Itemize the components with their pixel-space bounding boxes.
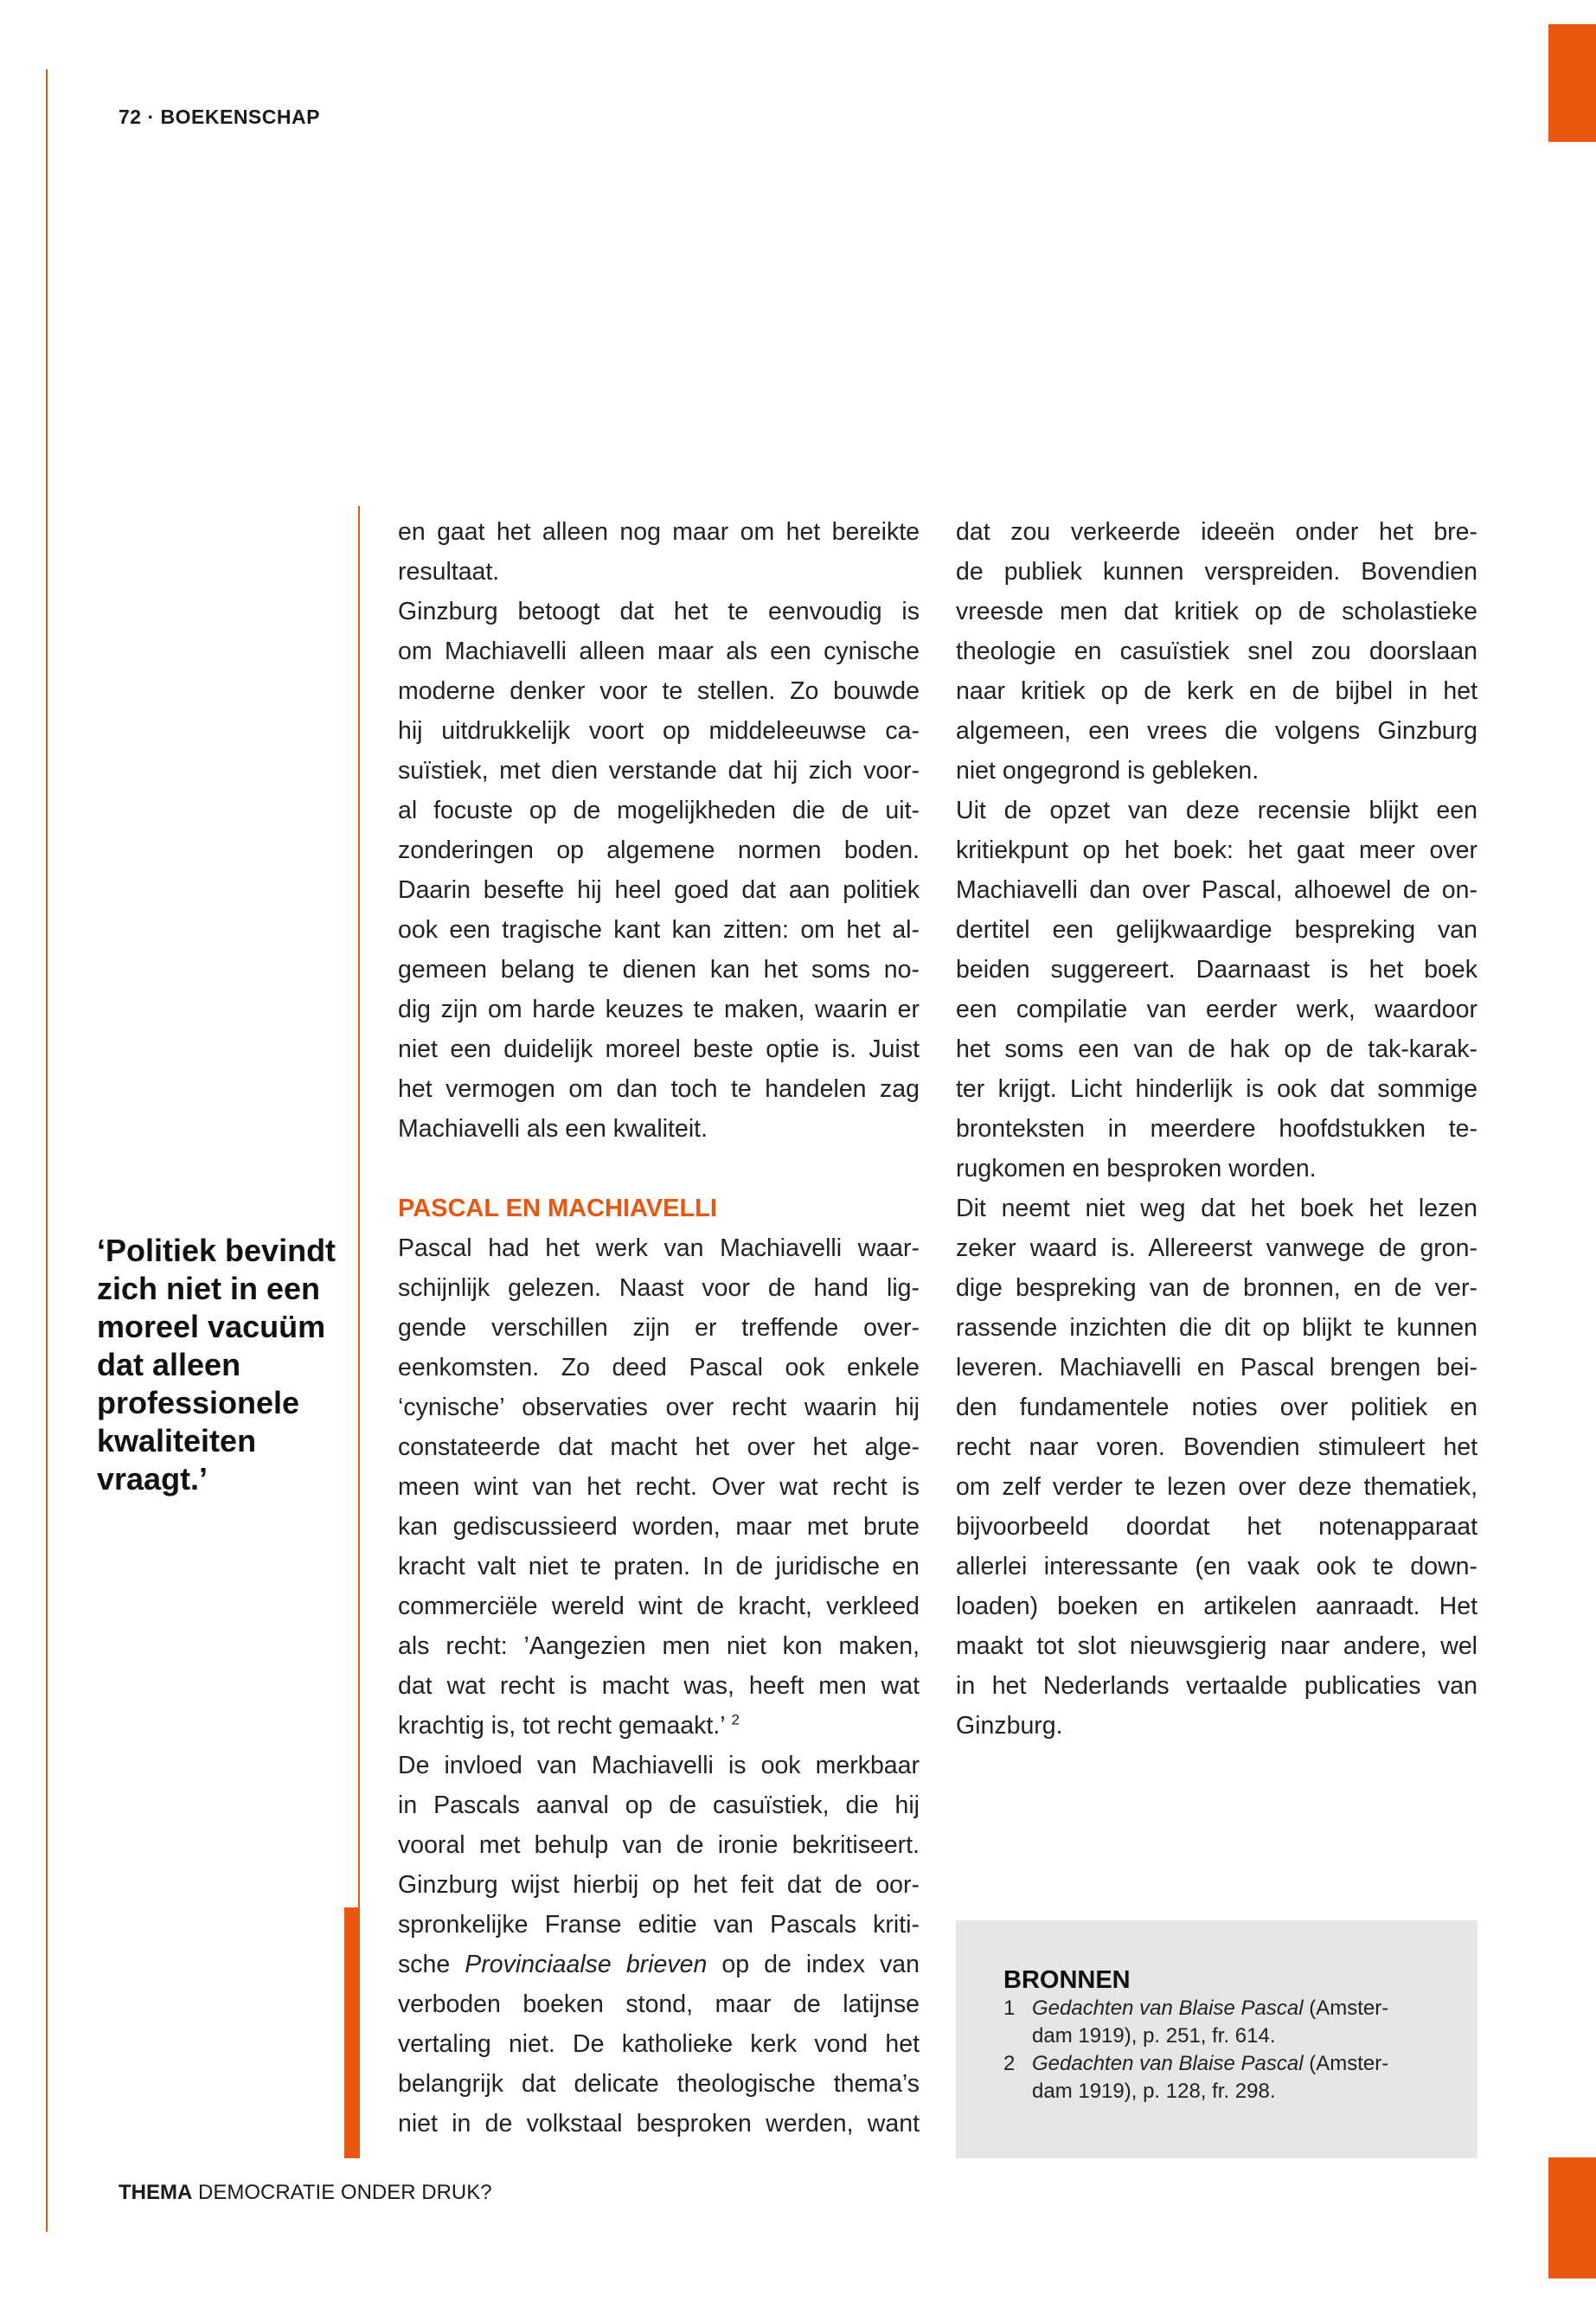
pull-quote-line: moreel vacuüm [97,1309,326,1344]
text-line: kritiekpunt op het boek: het gaat meer over [956,836,1477,864]
text-line: meen wint van het recht. Over wat recht is [398,1473,920,1501]
text-line: het soms een van de hak op de tak-karak- [956,1035,1477,1063]
text-line: beiden suggereert. Daarnaast is het boek [956,956,1477,984]
text-line: ter krijgt. Licht hinderlijk is ook dat sommige [956,1075,1477,1103]
footnote-ref[interactable]: 2 [731,1711,740,1728]
text-line: een compilatie van eerder werk, waardoor [956,996,1477,1023]
text-line: dig zijn om harde keuzes te maken, waarin er [398,996,920,1023]
text-line: hij uitdrukkelijk voort op middeleeuwse ca- [398,717,920,745]
source-text [1032,1995,1388,2050]
running-header: 72 · BOEKENSCHAP [119,106,320,128]
pull-quote-line: kwaliteiten [97,1423,257,1458]
text-line: rugkomen en besproken worden. [956,1155,1317,1183]
text-line: kracht valt niet te praten. In de juridische en [398,1553,920,1580]
section-heading: PASCAL EN MACHIAVELLI [398,1195,717,1222]
column-rule [358,506,360,1907]
text-line: bijvoorbeeld doordat het notenapparaat [956,1513,1477,1541]
sources-title: BRONNEN [1003,1966,1131,1994]
text-line: gende verschillen zijn er treffende over- [398,1314,920,1342]
sources-box [956,1920,1477,2158]
text-line: Machiavelli als een kwaliteit. [398,1115,708,1143]
paragraph [956,1189,1477,1746]
text-line: al focuste op de mogelijkheden die de uit- [398,797,920,824]
page-edge-tab-bottom [1548,2157,1596,2279]
text-line: de publiek kunnen verspreiden. Bovendien [956,558,1477,586]
text-line: vooral met behulp van de ironie bekritiseert. [398,1831,920,1859]
running-footer [119,2181,492,2205]
text-line: naar kritiek op de kerk en de bijbel in het [956,677,1477,705]
source-detail: dam 1919), p. 251, fr. 614. [1032,2024,1276,2048]
text-line: Uit de opzet van deze recensie blijkt een [956,797,1477,824]
paragraph [956,512,1477,791]
source-title: Gedachten van Blaise Pascal [1032,2052,1304,2075]
text-line: spronkelijke Franse editie van Pascals kriti- [398,1911,920,1939]
text-line: bronteksten in meerdere hoofdstukken te- [956,1115,1477,1143]
paragraph [398,592,920,1149]
text-line: resultaat. [398,558,500,586]
text-line: dertitel een gelijkwaardige bespreking van [956,916,1477,944]
text-line: in het Nederlands vertaalde publicaties van [956,1672,1477,1700]
text-line: recht naar voren. Bovendien stimuleert het [956,1433,1477,1461]
text-line: loaden) boeken en artikelen aanraadt. Het [956,1593,1477,1620]
text-line: dat zou verkeerde ideeën onder het bre- [956,518,1477,546]
source-detail: dam 1919), p. 128, fr. 298. [1032,2080,1276,2103]
text-line: De invloed van Machiavelli is ook merkbaar [398,1752,920,1779]
text-line: constateerde dat macht het over het alge- [398,1433,920,1461]
paragraph [398,512,920,592]
text-line: suïstiek, met dien verstande dat hij zich voor- [398,757,920,785]
source-text [1032,2050,1388,2106]
text-line [398,1706,920,1746]
body-column-2 [956,512,1477,1746]
text-line: Dit neemt niet weg dat het boek het lezen [956,1195,1477,1222]
text-line: en gaat het alleen nog maar om het bereikte [398,518,920,546]
text-line: eenkomsten. Zo deed Pascal ook enkele [398,1354,920,1381]
magazine-section: THEMA [119,2181,193,2204]
text-line: belangrijk dat delicate theologische thema’s [398,2070,920,2098]
text-line: ‘cynische’ observaties over recht waarin hij [398,1394,920,1421]
text-line: leveren. Machiavelli en Pascal brengen bei- [956,1354,1477,1381]
text-line: kan gediscussieerd worden, maar met brute [398,1513,920,1541]
text-line: Daarin besefte hij heel goed dat aan politiek [398,876,920,904]
body-column-1 [398,512,920,2144]
paragraph [956,791,1477,1189]
text-fragment: sche [398,1951,451,1978]
page-edge-tab-top [1548,24,1596,142]
theme-title: DEMOCRATIE ONDER DRUK? [198,2181,492,2204]
text-line: maakt tot slot nieuwsgierig naar andere, wel [956,1632,1477,1660]
source-title: Gedachten van Blaise Pascal [1032,1997,1304,2020]
text-line: Ginzburg. [956,1712,1063,1740]
text-line: verboden boeken stond, maar de latijnse [398,1990,920,2018]
pull-quote-line: vraagt.’ [97,1461,208,1497]
text-line: Machiavelli dan over Pascal, alhoewel de on- [956,876,1477,904]
text-line: in Pascals aanval op de casuïstiek, die hij [398,1791,920,1819]
pull-quote-line: professionele [97,1385,300,1420]
text-line: niet ongegrond is gebleken. [956,757,1259,785]
book-title: Provinciaalse brieven [465,1951,708,1978]
text-line [398,1945,920,1984]
text-line: Ginzburg wijst hierbij op het feit dat de oor- [398,1871,920,1899]
pull-quote-line: ‘Politiek bevindt [97,1233,337,1268]
text-line: schijnlijk gelezen. Naast voor de hand lig- [398,1274,920,1302]
source-detail: (Amster- [1309,1997,1389,2020]
text-line: rassende inzichten die dit op blijkt te kunnen [956,1314,1477,1342]
source-number: 1 [1003,1997,1016,2020]
text-line: ook een tragische kant kan zitten: om het al- [398,916,920,944]
text-line: als recht: ’Aangezien men niet kon maken, [398,1632,920,1660]
pull-quote-line: zich niet in een [97,1271,321,1306]
text-line: Pascal had het werk van Machiavelli waar- [398,1234,920,1262]
text-line: zonderingen op algemene normen boden. [398,836,920,864]
text-line: gemeen belang te dienen kan het soms no- [398,956,920,984]
text-line: allerlei interessante (en vaak ook te down- [956,1553,1477,1580]
text-line: om Machiavelli alleen maar als een cynische [398,638,920,665]
text-line: om zelf verder te lezen over deze thematiek, [956,1473,1477,1501]
text-line: niet in de volkstaal besproken werden, want [398,2110,920,2138]
text-line: niet een duidelijk moreel beste optie is. Juist [398,1035,920,1063]
text-line: algemeen, een vrees die volgens Ginzburg [956,717,1477,745]
text-line: moderne denker voor te stellen. Zo bouwde [398,677,920,705]
source-item [1003,2050,1443,2106]
text-line: den fundamentele noties over politiek en [956,1394,1477,1421]
text-line: Ginzburg betoogt dat het te eenvoudig is [398,598,920,625]
source-item [1003,1995,1443,2050]
column-rule-accent [344,1907,360,2158]
text-line: commerciële wereld wint de kracht, verkleed [398,1593,920,1620]
paragraph [398,1746,920,2144]
text-line: zeker waard is. Allereerst vanwege de gron- [956,1234,1477,1262]
text-line: vertaling niet. De katholieke kerk vond het [398,2030,920,2058]
pull-quote-line: dat alleen [97,1347,241,1382]
text-line-text: krachtig is, tot recht gemaakt.’ [398,1712,725,1740]
text-line: het vermogen om dan toch te handelen zag [398,1075,920,1103]
text-line: theologie en casuïstiek snel zou doorslaan [956,638,1477,665]
left-margin-rule [46,69,48,2232]
paragraph [398,1228,920,1746]
source-detail: (Amster- [1309,2052,1389,2075]
text-line: dat wat recht is macht was, heeft men wat [398,1672,920,1700]
text-fragment: op de index van [721,1951,920,1978]
text-line: vreesde men dat kritiek op de scholastieke [956,598,1477,625]
text-line: dige bespreking van de bronnen, en de ver- [956,1274,1477,1302]
source-number: 2 [1003,2052,1016,2075]
pull-quote [97,1232,356,1498]
